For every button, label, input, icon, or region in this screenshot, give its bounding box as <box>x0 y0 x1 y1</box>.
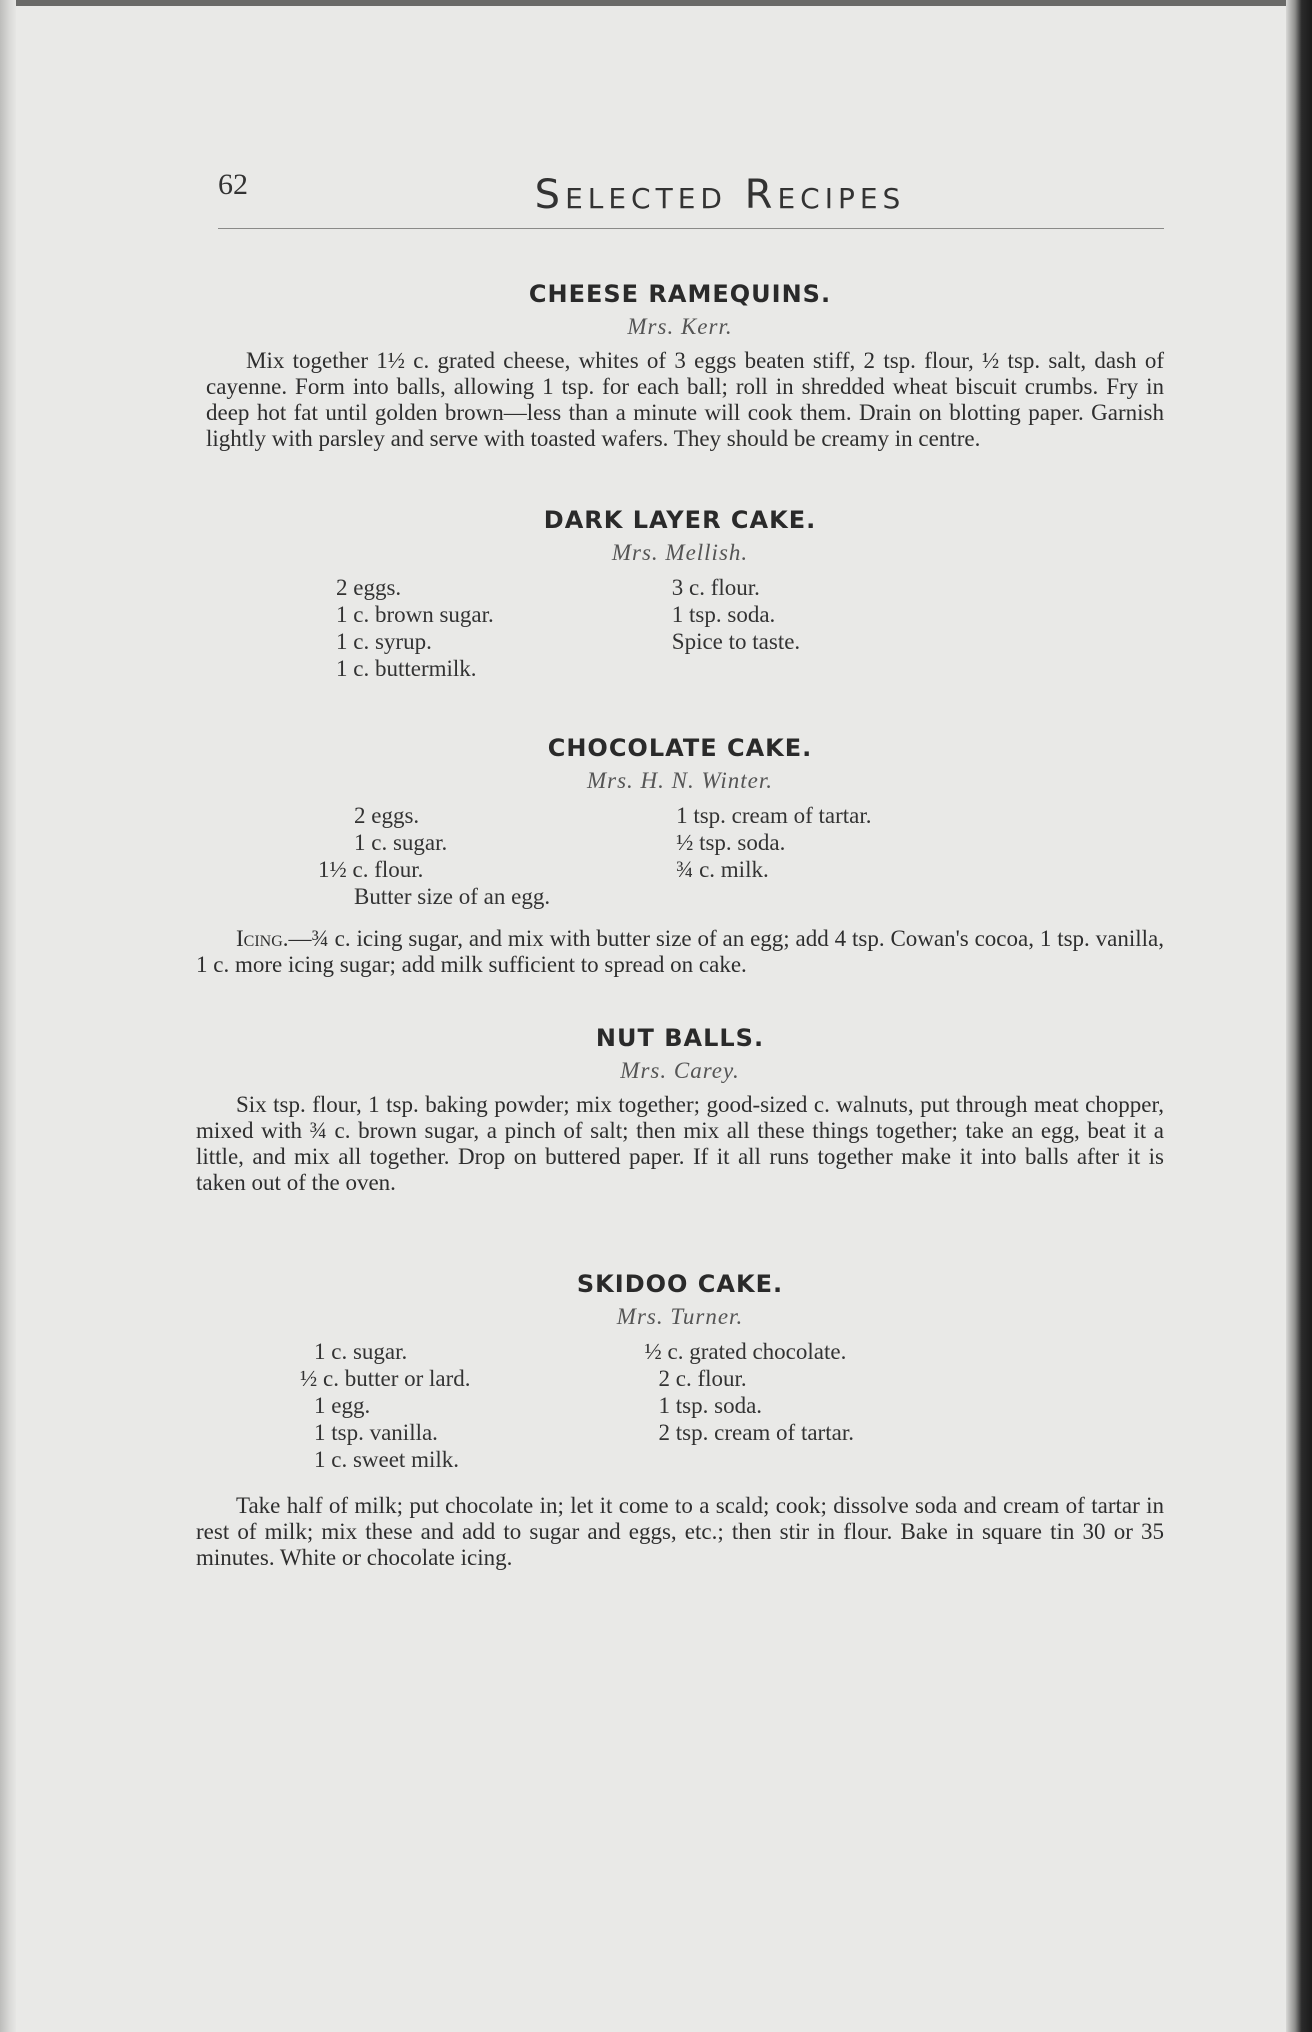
recipe-nut-balls <box>196 1024 1164 1196</box>
scan-top-edge <box>0 0 1312 6</box>
icing-method <box>196 926 1164 978</box>
ingredient-column-right <box>645 1338 854 1473</box>
ingredient-columns <box>196 574 1164 682</box>
recipe-method: Mix together 1½ c. grated cheese, whites of 3 eggs beaten stiff, 2 tsp. flour, ½ tsp. salt, dash of cayenne. Form into balls, allowing 1 tsp. for each ball; roll in shredded wheat biscuit crumbs. Fry in deep hot fat until golden brown—less than a minute will cook them. Drain on blotting paper. Garnish lightly with parsley and serve with toasted wafers. They should be creamy in centre. <box>206 348 1164 451</box>
ingredient: 2 eggs. <box>336 575 402 600</box>
ingredient: 1 tsp. soda. <box>671 602 776 627</box>
ingredient-columns <box>196 1338 1164 1473</box>
ingredient-column-left <box>318 802 550 910</box>
icing-text: —¾ c. icing sugar, and mix with butter size of an egg; add 4 tsp. Cowan's cocoa, 1 tsp. vanilla, 1 c. more icing sugar; add milk sufficient to spread on cake. <box>196 926 1164 977</box>
recipe-author: Mrs. Turner. <box>616 1304 744 1329</box>
recipe-title: DARK LAYER CAKE. <box>543 506 817 534</box>
ingredient-columns <box>196 802 1164 910</box>
recipe-author: Mrs. Carey. <box>620 1058 740 1083</box>
recipe-method: Six tsp. flour, 1 tsp. baking powder; mix together; good-sized c. walnuts, put through meat chopper, mixed with ¾ c. brown sugar, a pinch of salt; then mix all these things together; take an egg, beat it a little, and mix all together. Drop on buttered paper. If it all runs together make it into balls after it is taken out of the oven. <box>196 1092 1164 1195</box>
recipe-skidoo-cake <box>196 1270 1164 1571</box>
page-content <box>196 150 1164 1571</box>
ingredient: ½ tsp. soda. <box>676 830 786 855</box>
recipe-dark-layer-cake <box>196 506 1164 682</box>
ingredient: 1 c. brown sugar. <box>336 602 494 627</box>
running-head <box>196 150 1164 228</box>
ingredient-column-left <box>300 1338 471 1473</box>
recipe-cheese-ramequins <box>196 280 1164 452</box>
recipe-author: Mrs. H. N. Winter. <box>586 768 774 793</box>
recipe-title: SKIDOO CAKE. <box>576 1270 784 1298</box>
recipe-title: CHOCOLATE CAKE. <box>547 734 813 762</box>
ingredient-column-left <box>336 574 494 682</box>
ingredient-column-right <box>676 802 871 910</box>
ingredient: 1 tsp. vanilla. <box>314 1420 438 1445</box>
recipe-title: NUT BALLS. <box>595 1024 765 1052</box>
ingredient-column-right <box>672 574 800 682</box>
ingredient: 1 c. sweet milk. <box>314 1447 459 1472</box>
recipe-author: Mrs. Kerr. <box>627 314 733 339</box>
header-rule <box>218 228 1164 229</box>
ingredient: Spice to taste. <box>671 629 801 654</box>
ingredient: 1 c. syrup. <box>336 629 432 654</box>
ingredient: ½ c. butter or lard. <box>300 1366 471 1391</box>
ingredient: 1½ c. flour. <box>318 857 424 882</box>
recipe-author: Mrs. Mellish. <box>611 540 749 565</box>
recipe-method: Take half of milk; put chocolate in; let it come to a scald; cook; dissolve soda and cream of tartar in rest of milk; mix these and add to sugar and eggs, etc.; then stir in flour. Bake in square tin 30 or 35 minutes. White or chocolate icing. <box>196 1493 1164 1570</box>
recipe-title: CHEESE RAMEQUINS. <box>528 280 832 308</box>
ingredient: 1 c. buttermilk. <box>336 656 477 681</box>
ingredient: 1 egg. <box>314 1393 371 1418</box>
ingredient: 1 tsp. cream of tartar. <box>676 803 872 828</box>
scan-left-edge <box>0 0 16 2032</box>
ingredient: 1 tsp. soda. <box>658 1393 763 1418</box>
ingredient: 2 c. flour. <box>658 1366 747 1391</box>
page-number: 62 <box>218 168 248 201</box>
scan-right-edge <box>1286 0 1312 2032</box>
ingredient: 1 c. sugar. <box>314 1339 408 1364</box>
ingredient: Butter size of an egg. <box>354 884 551 909</box>
ingredient: 1 c. sugar. <box>354 830 448 855</box>
ingredient: 3 c. flour. <box>671 575 760 600</box>
book-title: Selected Recipes <box>534 172 906 218</box>
recipe-chocolate-cake <box>196 734 1164 978</box>
ingredient: ¾ c. milk. <box>676 857 769 882</box>
ingredient: 2 tsp. cream of tartar. <box>658 1420 854 1445</box>
ingredient: ½ c. grated chocolate. <box>644 1339 847 1364</box>
icing-label: Icing. <box>236 926 289 951</box>
ingredient: 2 eggs. <box>354 803 420 828</box>
